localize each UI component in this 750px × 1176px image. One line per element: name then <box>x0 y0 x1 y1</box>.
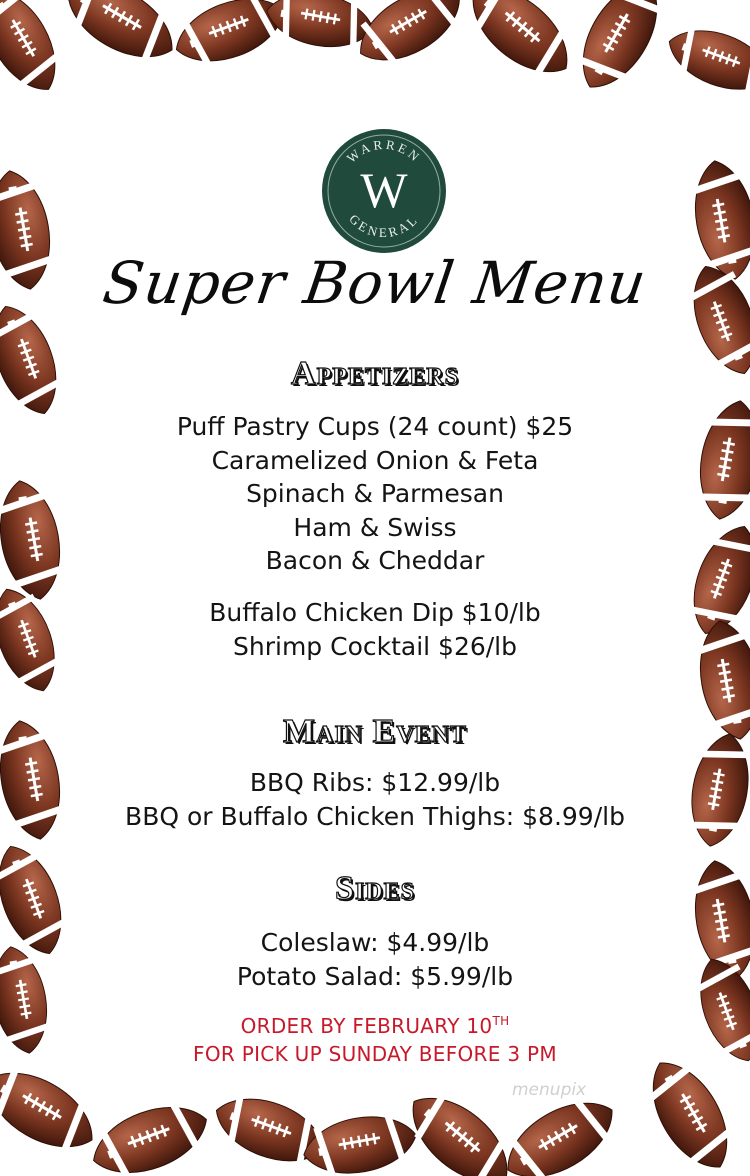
list-item: Shrimp Cocktail $26/lb <box>233 631 517 661</box>
football-icon <box>0 0 72 103</box>
football-icon <box>0 580 68 699</box>
sides-heading: Sides <box>335 870 415 907</box>
logo-bottom-text: GENERAL <box>346 211 422 241</box>
order-deadline-text: ORDER BY FEBRUARY 10 <box>240 1014 493 1038</box>
list-item: Bacon & Cheddar <box>265 546 485 575</box>
order-deadline <box>70 1012 680 1040</box>
list-item: Puff Pastry Cups (24 count) $25 <box>176 412 574 441</box>
football-icon <box>692 396 750 524</box>
football-icon <box>0 166 58 294</box>
logo-initial: W <box>360 162 408 218</box>
sides-list <box>70 926 680 993</box>
football-icon <box>0 476 68 604</box>
football-icon <box>0 716 68 844</box>
football-icon <box>0 837 75 963</box>
appetizers-extras-list <box>70 596 680 663</box>
appetizers-heading: Appetizers <box>291 355 459 392</box>
pickup-time: FOR PICK UP SUNDAY BEFORE 3 PM <box>193 1042 557 1066</box>
logo-top-text: WARREN <box>343 136 425 166</box>
football-icon <box>687 156 750 284</box>
order-deadline-suffix: TH <box>492 1014 510 1028</box>
list-item: Coleslaw: $4.99/lb <box>260 928 490 957</box>
list-item: BBQ or Buffalo Chicken Thighs: $8.99/lb <box>125 801 625 831</box>
list-item: Buffalo Chicken Dip $10/lb <box>209 598 541 627</box>
football-icon <box>680 517 750 643</box>
list-item: Spinach & Parmesan <box>246 479 504 508</box>
warren-general-logo <box>320 127 448 255</box>
football-icon <box>692 616 750 744</box>
football-icon <box>0 297 70 423</box>
order-notice <box>70 1012 680 1068</box>
list-item: BBQ Ribs: $12.99/lb <box>249 768 501 797</box>
menu <box>70 0 680 1176</box>
football-icon <box>683 729 750 851</box>
football-icon <box>0 942 55 1057</box>
appetizers-list <box>70 410 680 578</box>
main-event-heading: Main Event <box>283 713 467 750</box>
list-item: Ham & Swiss <box>293 512 457 542</box>
main-event-list <box>70 766 680 833</box>
list-item: Caramelized Onion & Feta <box>211 445 539 475</box>
watermark: menupix <box>512 1080 587 1100</box>
page-title: Super Bowl Menu <box>99 249 651 317</box>
list-item: Potato Salad: $5.99/lb <box>236 961 514 991</box>
